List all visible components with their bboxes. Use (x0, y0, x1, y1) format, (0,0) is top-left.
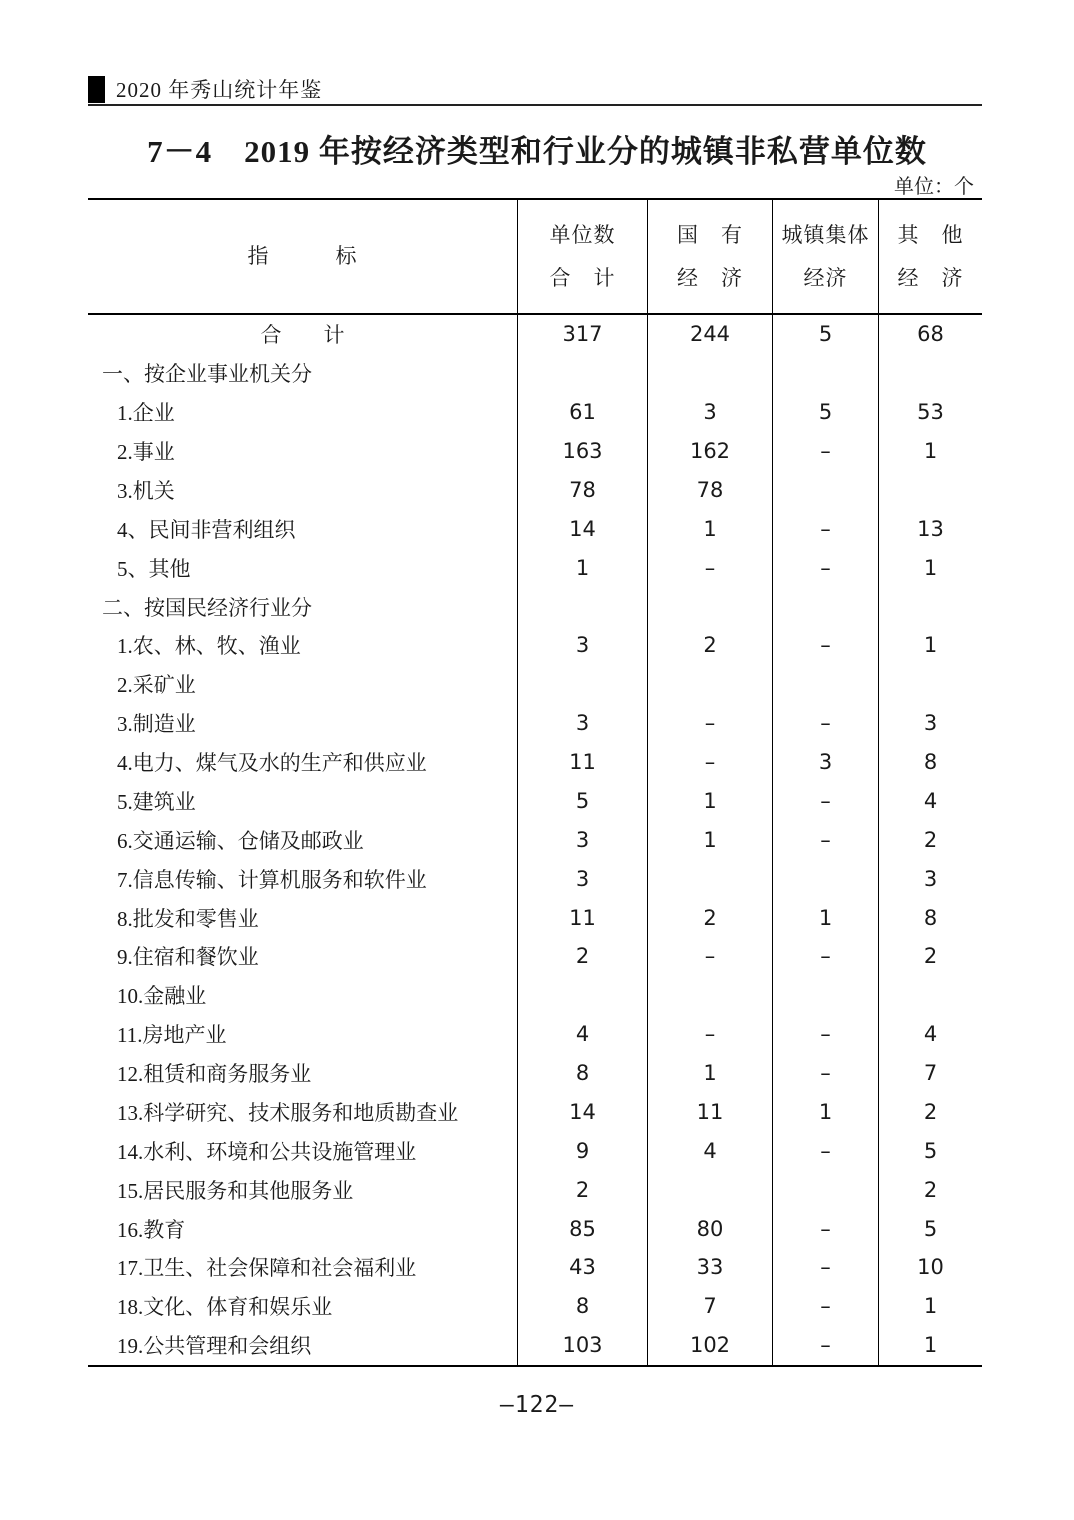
value-cell: 4 (878, 1015, 982, 1054)
value-cell: 1 (878, 548, 982, 587)
table-row (88, 1093, 982, 1132)
value-cell: 43 (517, 1248, 647, 1287)
value-cell (878, 471, 982, 510)
page-title: 7－4 2019 年按经济类型和行业分的城镇非私营单位数 (147, 134, 927, 169)
value-cell: – (772, 1131, 878, 1170)
indicator-cell: 11.房地产业 (117, 1023, 227, 1048)
value-cell: 85 (517, 1209, 647, 1248)
value-cell: 2 (878, 820, 982, 859)
value-cell (772, 587, 878, 626)
value-cell: 1 (878, 1326, 982, 1365)
value-cell: 2 (878, 937, 982, 976)
indicator-cell: 合 计 (260, 323, 345, 348)
table-row (88, 1131, 982, 1170)
indicator-cell: 2.采矿业 (117, 673, 196, 698)
value-cell: 2 (647, 898, 772, 937)
header-state-line2: 经 济 (677, 265, 743, 290)
value-cell: – (647, 937, 772, 976)
value-cell: 1 (772, 1093, 878, 1132)
value-cell: 11 (647, 1093, 772, 1132)
indicator-cell: 12.租赁和商务服务业 (117, 1062, 312, 1087)
value-cell: 1 (647, 820, 772, 859)
value-cell: – (772, 509, 878, 548)
value-cell: 14 (517, 1093, 647, 1132)
table-row (88, 1209, 982, 1248)
header-rule (88, 104, 982, 106)
table-row (88, 1015, 982, 1054)
value-cell: 7 (878, 1054, 982, 1093)
value-cell: 1 (878, 432, 982, 471)
indicator-cell: 8.批发和零售业 (117, 906, 259, 931)
indicator-cell: 10.金融业 (117, 984, 207, 1009)
value-cell: 1 (878, 1287, 982, 1326)
value-cell: 4 (517, 1015, 647, 1054)
value-cell: 78 (647, 471, 772, 510)
table-row (88, 1287, 982, 1326)
value-cell: 3 (517, 704, 647, 743)
value-cell: 1 (878, 626, 982, 665)
value-cell: 78 (517, 471, 647, 510)
value-cell: – (772, 1248, 878, 1287)
table-row (88, 432, 982, 471)
table-row (88, 1170, 982, 1209)
header-state-owned (647, 200, 772, 313)
value-cell (517, 587, 647, 626)
value-cell: 5 (878, 1131, 982, 1170)
indicator-cell: 19.公共管理和会组织 (117, 1334, 312, 1359)
value-cell (517, 354, 647, 393)
table-row (88, 937, 982, 976)
table-row (88, 509, 982, 548)
value-cell: – (772, 432, 878, 471)
table-row (88, 393, 982, 432)
value-cell: – (772, 820, 878, 859)
unit-label: 单位：个 (894, 176, 974, 198)
value-cell: 3 (878, 859, 982, 898)
value-cell (878, 665, 982, 704)
table-row (88, 976, 982, 1015)
value-cell: – (772, 1015, 878, 1054)
indicator-cell: 1.企业 (117, 401, 175, 426)
table-row (88, 354, 982, 393)
table-row (88, 471, 982, 510)
header-state-line1: 国 有 (677, 222, 743, 247)
value-cell: 4 (878, 782, 982, 821)
value-cell: 14 (517, 509, 647, 548)
value-cell: 2 (517, 937, 647, 976)
value-cell (772, 354, 878, 393)
indicator-cell: 二、按国民经济行业分 (102, 595, 312, 620)
value-cell: 3 (517, 626, 647, 665)
header-indicator (88, 200, 517, 313)
table-row (88, 704, 982, 743)
indicator-cell: 13.科学研究、技术服务和地质勘查业 (117, 1100, 459, 1125)
value-cell: 1 (647, 782, 772, 821)
indicator-cell: 4、民间非营利组织 (117, 517, 296, 542)
value-cell (772, 976, 878, 1015)
value-cell: 10 (878, 1248, 982, 1287)
header-total-line1: 单位数 (549, 222, 616, 247)
indicator-cell: 1.农、林、牧、渔业 (117, 634, 301, 659)
value-cell: 163 (517, 432, 647, 471)
value-cell: 3 (772, 743, 878, 782)
value-cell (517, 665, 647, 704)
header-indicator-label: 指 标 (247, 244, 358, 268)
value-cell (772, 1170, 878, 1209)
value-cell: 3 (878, 704, 982, 743)
value-cell: 8 (517, 1054, 647, 1093)
header-total-line2: 合 计 (549, 265, 616, 290)
header-collective-line2: 经济 (803, 265, 848, 290)
table-row (88, 1248, 982, 1287)
header-other (878, 200, 982, 313)
indicator-cell: 14.水利、环境和公共设施管理业 (117, 1139, 417, 1164)
value-cell: 11 (517, 898, 647, 937)
value-cell (878, 976, 982, 1015)
value-cell (647, 665, 772, 704)
value-cell: 8 (878, 743, 982, 782)
value-cell: 1 (517, 548, 647, 587)
value-cell: 102 (647, 1326, 772, 1365)
value-cell: – (772, 1054, 878, 1093)
value-cell: – (647, 1015, 772, 1054)
indicator-cell: 15.居民服务和其他服务业 (117, 1178, 354, 1203)
indicator-cell: 5、其他 (117, 556, 191, 581)
indicator-cell: 一、按企业事业机关分 (102, 362, 312, 387)
indicator-cell: 16.教育 (117, 1217, 186, 1242)
value-cell: 13 (878, 509, 982, 548)
value-cell: 2 (878, 1170, 982, 1209)
indicator-cell: 7.信息传输、计算机服务和软件业 (117, 867, 427, 892)
indicator-cell: 5.建筑业 (117, 789, 196, 814)
table-row (88, 1326, 982, 1365)
value-cell: 7 (647, 1287, 772, 1326)
value-cell (647, 587, 772, 626)
indicator-cell: 9.住宿和餐饮业 (117, 945, 259, 970)
table-row (88, 820, 982, 859)
indicator-cell: 18.文化、体育和娱乐业 (117, 1295, 333, 1320)
value-cell: 1 (772, 898, 878, 937)
value-cell: 68 (878, 315, 982, 354)
value-cell (878, 354, 982, 393)
value-cell: 5 (878, 1209, 982, 1248)
value-cell: 5 (517, 782, 647, 821)
value-cell: 8 (517, 1287, 647, 1326)
value-cell: 2 (647, 626, 772, 665)
value-cell (647, 354, 772, 393)
black-tab-icon (88, 76, 105, 103)
table-row (88, 315, 982, 354)
table-row (88, 665, 982, 704)
value-cell: 1 (647, 509, 772, 548)
value-cell: 103 (517, 1326, 647, 1365)
value-cell: 5 (772, 393, 878, 432)
value-cell (517, 976, 647, 1015)
table-row (88, 859, 982, 898)
value-cell (878, 587, 982, 626)
value-cell: – (647, 743, 772, 782)
table-header (88, 200, 982, 315)
value-cell (647, 1170, 772, 1209)
value-cell: 80 (647, 1209, 772, 1248)
value-cell: – (647, 704, 772, 743)
value-cell: 8 (878, 898, 982, 937)
value-cell: 4 (647, 1131, 772, 1170)
value-cell: 1 (647, 1054, 772, 1093)
header-other-line1: 其 他 (897, 222, 964, 247)
page-number: –122– (499, 1392, 575, 1418)
header-other-line2: 经 济 (897, 265, 964, 290)
indicator-cell: 2.事业 (117, 440, 175, 465)
value-cell: 3 (647, 393, 772, 432)
table-row (88, 782, 982, 821)
value-cell: 11 (517, 743, 647, 782)
value-cell: – (772, 704, 878, 743)
value-cell: 33 (647, 1248, 772, 1287)
units-table (88, 198, 982, 1367)
value-cell: 3 (517, 859, 647, 898)
table-row (88, 898, 982, 937)
table-row (88, 548, 982, 587)
indicator-cell: 6.交通运输、仓储及邮政业 (117, 828, 364, 853)
indicator-cell: 4.电力、煤气及水的生产和供应业 (117, 751, 427, 776)
table-body (88, 315, 982, 1365)
yearbook-header (88, 74, 982, 104)
header-total-units (517, 200, 647, 313)
indicator-cell: 3.制造业 (117, 712, 196, 737)
value-cell: 2 (878, 1093, 982, 1132)
value-cell: – (647, 548, 772, 587)
value-cell: – (772, 1326, 878, 1365)
value-cell: 5 (772, 315, 878, 354)
value-cell: 53 (878, 393, 982, 432)
value-cell: – (772, 937, 878, 976)
indicator-cell: 17.卫生、社会保障和社会福利业 (117, 1256, 417, 1281)
value-cell: – (772, 548, 878, 587)
value-cell: 162 (647, 432, 772, 471)
value-cell: 61 (517, 393, 647, 432)
header-collective-line1: 城镇集体 (781, 222, 870, 247)
value-cell (772, 665, 878, 704)
value-cell: 9 (517, 1131, 647, 1170)
indicator-cell: 3.机关 (117, 478, 175, 503)
value-cell: 3 (517, 820, 647, 859)
table-row (88, 626, 982, 665)
value-cell (647, 859, 772, 898)
value-cell (772, 859, 878, 898)
value-cell: 244 (647, 315, 772, 354)
value-cell: 2 (517, 1170, 647, 1209)
table-row (88, 1054, 982, 1093)
value-cell: 317 (517, 315, 647, 354)
value-cell: – (772, 626, 878, 665)
value-cell: – (772, 782, 878, 821)
table-row (88, 587, 982, 626)
value-cell (647, 976, 772, 1015)
value-cell (772, 471, 878, 510)
yearbook-header-text: 2020 年秀山统计年鉴 (116, 78, 323, 102)
value-cell: – (772, 1209, 878, 1248)
value-cell: – (772, 1287, 878, 1326)
table-row (88, 743, 982, 782)
header-urban-collective (772, 200, 878, 313)
